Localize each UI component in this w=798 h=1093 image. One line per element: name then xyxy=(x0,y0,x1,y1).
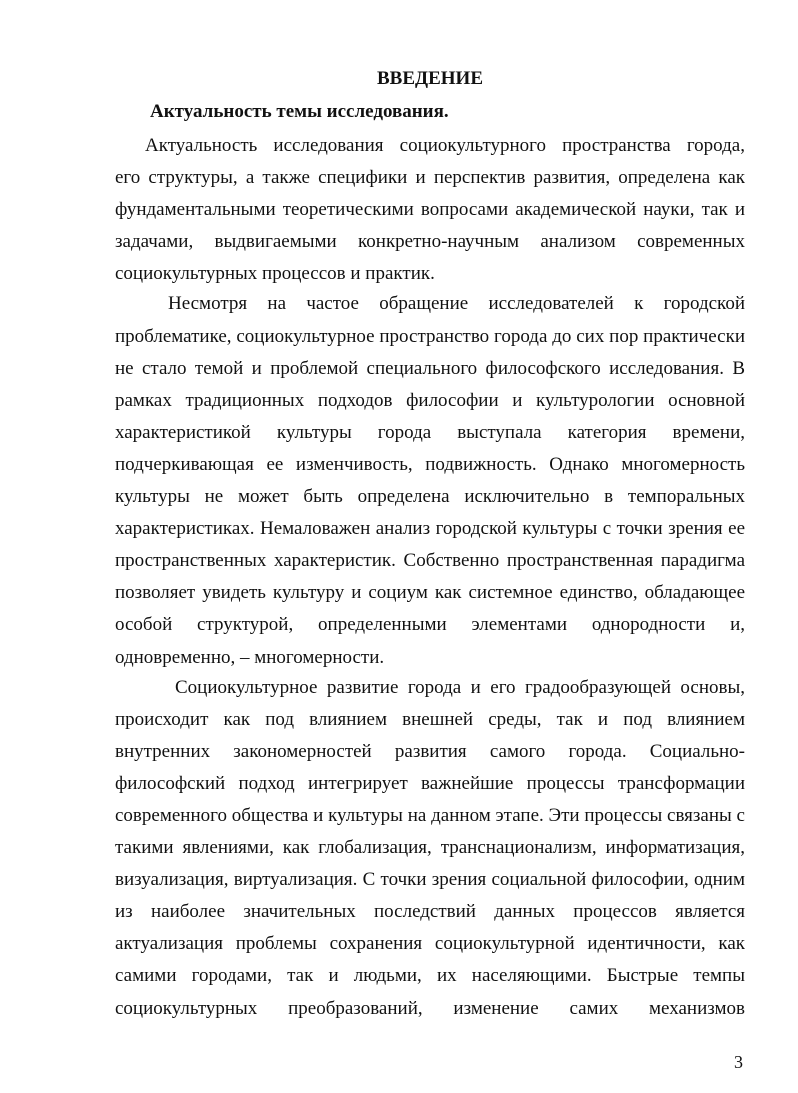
text-line: философский подход интегрирует важнейшие процессы трансформации xyxy=(115,772,745,794)
text-line: визуализация, виртуализация. С точки зрения социальной философии, одним xyxy=(115,869,745,891)
text-line: Социокультурное развитие города и его градообразующей основы, xyxy=(175,676,745,698)
text-line: социокультурных процессов и практик. xyxy=(115,263,435,285)
paragraph xyxy=(115,288,745,673)
text-line: задачами, выдвигаемыми конкретно-научным анализом современных xyxy=(115,231,745,253)
page-number: 3 xyxy=(734,1052,743,1072)
text-line: позволяет увидеть культуру и социум как системное единство, обладающее xyxy=(115,582,745,604)
text-line: подчеркивающая ее изменчивость, подвижность. Однако многомерность xyxy=(115,453,745,475)
text-line: из наиболее значительных последствий данных процессов является xyxy=(115,901,745,923)
text-line: Актуальность исследования социокультурного пространства города, xyxy=(145,135,745,156)
text-line: актуализация проблемы сохранения социокультурной идентичности, как xyxy=(115,933,745,955)
text-line: происходит как под влиянием внешней среды, так и под влиянием xyxy=(115,708,745,730)
text-line: самими городами, так и людьми, их населяющими. Быстрые темпы xyxy=(115,965,745,987)
text-line: его структуры, а также специфики и перспектив развития, определена как xyxy=(115,167,745,189)
text-line: пространственных характеристик. Собственно пространственная парадигма xyxy=(115,550,745,572)
text-line: характеристикой культуры города выступала категория времени, xyxy=(115,421,745,443)
text-line: рамках традиционных подходов философии и культурологии основной xyxy=(115,389,745,411)
text-line: фундаментальными теоретическими вопросами академической науки, так и xyxy=(115,199,745,221)
text-line: Несмотря на частое обращение исследователей к городской xyxy=(168,293,745,315)
text-line: одновременно, – многомерности. xyxy=(115,646,385,668)
text-line: не стало темой и проблемой специального философского исследования. В xyxy=(115,357,745,379)
text-line: проблематике, социокультурное пространство города до сих пор практически xyxy=(115,325,745,347)
paragraph xyxy=(115,130,745,290)
text-line: такими явлениями, как глобализация, транснационализм, информатизация, xyxy=(115,837,745,859)
text-line: культуры не может быть определена исключительно в темпоральных xyxy=(115,486,745,508)
section-heading: ВВЕДЕНИЕ xyxy=(377,68,483,89)
text-line: социокультурных преобразований, изменение самих механизмов xyxy=(115,997,745,1019)
document-body xyxy=(115,130,745,1025)
text-line: современного общества и культуры на данном этапе. Эти процессы связаны с xyxy=(115,804,745,826)
text-line: характеристиках. Немаловажен анализ городской культуры с точки зрения ее xyxy=(115,518,745,540)
paragraph xyxy=(115,672,745,1025)
text-line: внутренних закономерностей развития самого города. Социально- xyxy=(115,740,745,762)
text-line: особой структурой, определенными элементами однородности и, xyxy=(115,614,745,636)
subsection-heading: Актуальность темы исследования. xyxy=(150,101,449,122)
